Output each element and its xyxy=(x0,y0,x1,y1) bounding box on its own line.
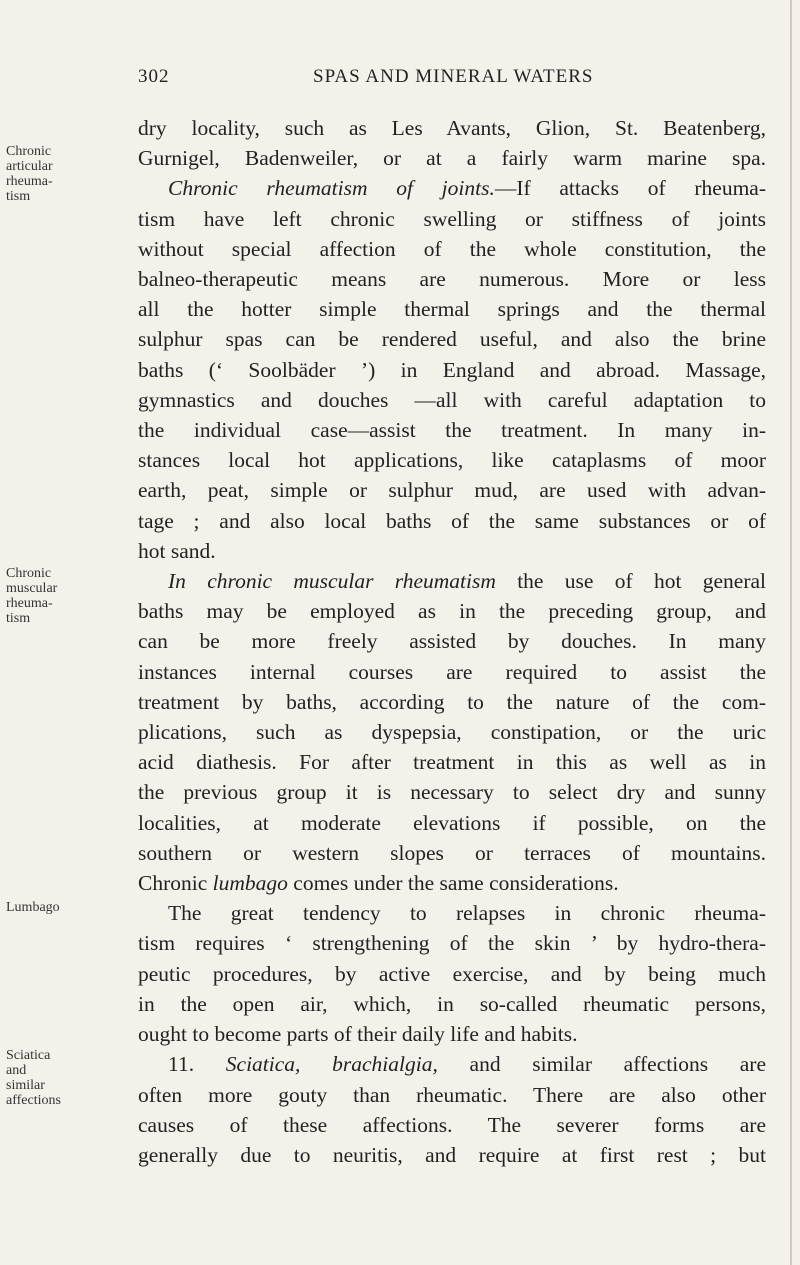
sidenote-line: affections xyxy=(6,1093,61,1108)
sidenote-line: similar xyxy=(6,1078,45,1093)
text-run: Chronic xyxy=(138,871,213,896)
text-line xyxy=(138,173,766,203)
text-line: earth, peat, simple or sulphur mud, are used with advan- xyxy=(138,478,766,503)
running-title: SPAS AND MINERAL WATERS xyxy=(313,66,594,87)
text-line xyxy=(138,868,766,898)
italic-heading: Chronic rheumatism of joints. xyxy=(168,176,495,201)
sidenote-line: rheuma- xyxy=(6,174,53,189)
text-line: gymnastics and douches —all with careful adaptation to xyxy=(138,387,766,412)
text-line: without special affection of the whole constitution, the xyxy=(138,236,766,261)
sidenote-chronic-muscular xyxy=(6,566,124,626)
text-line: plications, such as dyspepsia, constipation, or the uric xyxy=(138,720,766,745)
text-line: tism requires ‘ strengthening of the skin ’ by hydro-thera- xyxy=(138,931,766,956)
text-line xyxy=(138,566,766,596)
text-run: —If attacks of rheuma- xyxy=(494,176,766,201)
text-line: the individual case—assist the treatment. In many in- xyxy=(138,418,766,443)
text-line: treatment by baths, according to the nature of the com- xyxy=(138,689,766,714)
sidenote-line: Chronic xyxy=(6,144,52,159)
text-line: in the open air, which, in so-called rheumatic persons, xyxy=(138,991,766,1016)
body-text xyxy=(138,113,766,1170)
text-line: localities, at moderate elevations if possible, on the xyxy=(138,810,766,835)
sidenote-chronic-articular xyxy=(6,144,124,204)
text-line: the previous group it is necessary to select dry and sunny xyxy=(138,780,766,805)
sidenote-line: Sciatica xyxy=(6,1048,51,1063)
text-line: balneo-therapeutic means are numerous. More or less xyxy=(138,267,766,292)
text-run: and similar affections are xyxy=(437,1052,767,1077)
text-line: baths may be employed as in the preceding group, and xyxy=(138,599,766,624)
text-line xyxy=(138,1049,766,1079)
text-line: baths (‘ Soolbäder ’) in England and abroad. Massage, xyxy=(138,357,766,382)
sidenote-line: Lumbago xyxy=(6,900,60,915)
italic-heading: In chronic muscular rheumatism xyxy=(168,569,496,594)
sidenote-line: rheuma- xyxy=(6,596,53,611)
sidenote-sciatica xyxy=(6,1048,124,1108)
text-line: southern or western slopes or terraces of mountains. xyxy=(138,840,766,865)
page-edge-shadow xyxy=(790,0,792,1265)
sidenote-line: tism xyxy=(6,189,31,204)
sidenote-line: Chronic xyxy=(6,566,52,581)
text-line: can be more freely assisted by douches. In many xyxy=(138,629,766,654)
text-run: 11. xyxy=(168,1052,226,1077)
sidenote-line: muscular xyxy=(6,581,58,596)
sidenote-lumbago xyxy=(6,900,124,915)
text-line: instances internal courses are required to assist the xyxy=(138,659,766,684)
text-line: causes of these affections. The severer forms are xyxy=(138,1112,766,1137)
sidenote-line: tism xyxy=(6,611,31,626)
text-line: hot sand. xyxy=(138,538,216,563)
text-line: Gurnigel, Badenweiler, or at a fairly warm marine spa. xyxy=(138,146,766,171)
text-line: The great tendency to relapses in chronic rheuma- xyxy=(168,901,766,926)
italic-term: lumbago xyxy=(212,871,288,896)
italic-heading: Sciatica, brachialgia, xyxy=(225,1052,438,1077)
page-number: 302 xyxy=(138,66,170,87)
text-line: generally due to neuritis, and require at first rest ; but xyxy=(138,1142,766,1167)
text-line: all the hotter simple thermal springs and the thermal xyxy=(138,297,766,322)
text-line: acid diathesis. For after treatment in this as well as in xyxy=(138,750,766,775)
text-line: tage ; and also local baths of the same substances or of xyxy=(138,508,766,533)
text-line: often more gouty than rheumatic. There are also other xyxy=(138,1082,766,1107)
sidenote-line: and xyxy=(6,1063,27,1078)
text-line: dry locality, such as Les Avants, Glion, St. Beatenberg, xyxy=(138,116,766,140)
text-line: peutic procedures, by active exercise, and by being much xyxy=(138,961,766,986)
text-run: the use of hot general xyxy=(495,569,767,594)
text-line: ought to become parts of their daily life and habits. xyxy=(138,1022,578,1047)
text-line: sulphur spas can be rendered useful, and also the brine xyxy=(138,327,766,352)
sidenote-line: articular xyxy=(6,159,53,174)
text-run: comes under the same considerations. xyxy=(287,871,619,896)
text-line: tism have left chronic swelling or stiffness of joints xyxy=(138,206,766,231)
text-line: stances local hot applications, like cataplasms of moor xyxy=(138,448,766,473)
